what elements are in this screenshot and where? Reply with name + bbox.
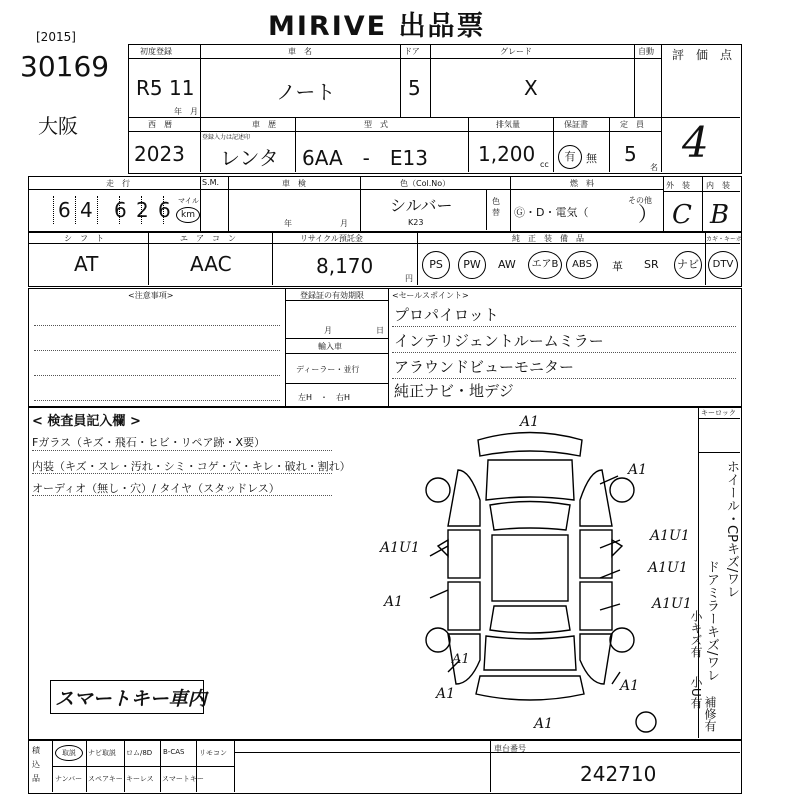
mileage-digit-5: 6: [158, 198, 171, 222]
first-reg-label: 初度登録: [140, 47, 172, 56]
side-text-scratch-label: 小キズ有: [689, 610, 703, 658]
capacity-value: 5: [624, 142, 637, 166]
car-name-label: 車 名: [288, 47, 312, 56]
damage-rear-left: A1: [452, 652, 470, 667]
location: 大阪: [38, 114, 78, 138]
yen-unit: 円: [405, 274, 413, 283]
shift-label: シ フ ト: [64, 234, 104, 243]
interior-value: B: [710, 200, 730, 230]
option-manual-circle: [55, 745, 83, 761]
displacement-label: 排気量: [496, 120, 520, 129]
option-manual: 取説: [62, 749, 76, 757]
reg-expiry-day: 日: [376, 326, 384, 335]
year-tag: [2015]: [36, 30, 76, 44]
side-text-mirror-label: ドアミラーキズ/ワレ: [704, 560, 719, 682]
lot-number: 30169: [20, 50, 110, 83]
warranty-label: 保証書: [564, 120, 588, 129]
inspection-heading: < 検査員記入欄 >: [32, 414, 141, 429]
mileage-digit-2: 4: [80, 198, 93, 222]
smeter-label: S.M.: [202, 178, 220, 187]
car-name-value: ノート: [276, 80, 336, 104]
capacity-label: 定 員: [620, 120, 644, 129]
shift-value: AT: [74, 252, 99, 276]
equip-aw: AW: [498, 258, 516, 271]
fuel-label: 燃 料: [570, 179, 594, 188]
damage-front: A1: [520, 414, 540, 430]
mileage-label: 走 行: [106, 179, 130, 188]
equip-sr: SR: [644, 258, 659, 271]
key-label: カギ・キーボ: [706, 236, 743, 243]
equip-abs-label: ABS: [572, 259, 592, 270]
ac-label: エ ア コ ン: [180, 234, 236, 243]
fuel-other-label: その他: [628, 196, 652, 205]
option-rom: ロム/8D: [126, 749, 153, 757]
warranty-no: 無: [586, 152, 597, 165]
equipment-label: 純 正 装 備 品: [512, 234, 584, 243]
sales-label: <セールスポイント>: [392, 291, 469, 300]
option-keyless: キーレス: [126, 775, 154, 783]
chassis-label: 車台番号: [494, 744, 526, 753]
recycle-value: 8,170: [316, 254, 374, 278]
mileage-digit-4: 2: [136, 198, 149, 222]
equip-dtv-label: DTV: [712, 259, 734, 270]
option-spare-key: スペアキー: [88, 775, 123, 783]
sales-point-1: プロパイロット: [394, 306, 499, 324]
history-label: 車 歴: [252, 120, 276, 129]
option-bcas: B-CAS: [163, 748, 185, 756]
first-reg-year-mark: 年: [174, 107, 182, 116]
model-label: 型 式: [364, 120, 388, 129]
cc-unit: cc: [540, 160, 549, 169]
door-label: ドア: [404, 47, 420, 56]
sales-point-2: インテリジェントルームミラー: [394, 332, 604, 350]
damage-left-rear: A1: [384, 594, 404, 610]
color-value: シルバー: [390, 196, 453, 215]
smart-key-note: スマートキー車内: [55, 688, 207, 710]
steering-text: 左H ・ 右H: [298, 393, 351, 402]
option-remote: リモコン: [199, 749, 227, 757]
rating-label: 評 価 点: [672, 48, 733, 62]
mileage-digit-1: 6: [58, 198, 71, 222]
damage-right-front: A1U1: [650, 528, 690, 544]
mile-label: マイル: [178, 197, 199, 205]
first-reg-value: R5 11: [136, 76, 195, 100]
exterior-label: 外 装: [666, 181, 690, 190]
mileage-digit-3: 6: [114, 198, 127, 222]
damage-right-lower: A1: [620, 678, 640, 694]
option-plate: ナンバー: [55, 775, 83, 783]
color-code: K23: [408, 218, 424, 227]
color-change-text: 色替: [492, 197, 500, 217]
damage-right-rear: A1U1: [652, 596, 692, 612]
inspection-line-3: オーディオ（無し・穴）/ タイヤ（スタッドレス）: [32, 482, 280, 495]
fuel-text: Ⓖ・D・電気（: [514, 206, 589, 219]
displacement-value: 1,200: [478, 142, 536, 166]
damage-right-front-top: A1: [628, 462, 648, 478]
equip-pw-label: PW: [463, 258, 481, 271]
grade-value: X: [524, 76, 538, 100]
damage-right-mid: A1U1: [648, 560, 688, 576]
recycle-label: リサイクル預託金: [300, 234, 363, 243]
damage-rear: A1: [534, 716, 554, 732]
history-sub-label: 登録入力は記述印: [202, 134, 251, 141]
exterior-value: C: [672, 200, 692, 230]
caution-label: <注意事項>: [128, 291, 174, 300]
door-value: 5: [408, 76, 421, 100]
sales-point-3: アラウンドビューモニター: [394, 358, 575, 376]
km-label: km: [181, 210, 195, 220]
rating-value: 4: [682, 118, 709, 167]
auto-label: 自動: [638, 47, 654, 56]
fuel-close-paren: ）: [638, 202, 658, 226]
reg-expiry-label: 登録証の有効期限: [300, 291, 364, 300]
grade-label: グレード: [500, 47, 532, 56]
insp-month-mark: 月: [340, 219, 348, 228]
year-label: 西 暦: [148, 120, 172, 129]
model-value: 6AA - E13: [302, 146, 428, 170]
option-navi-manual: ナビ取説: [88, 749, 116, 757]
carry-label: [32, 744, 42, 786]
sheet-title: MIRIVE 出品票: [268, 11, 486, 42]
damage-left-lower: A1: [436, 686, 456, 702]
inspection-line-2: 内装（キズ・スレ・汚れ・シミ・コゲ・穴・キレ・破れ・割れ）: [32, 460, 351, 473]
year-value: 2023: [134, 142, 185, 166]
insp-year-mark: 年: [284, 219, 292, 228]
side-text-wheel-label: ホイール・CPキズ/ワレ: [724, 460, 739, 599]
first-reg-month-mark: 月: [190, 107, 198, 116]
equip-navi-label: ナビ: [677, 258, 699, 271]
history-value: レンタ: [220, 146, 279, 170]
side-text-dent-label: 小U有: [689, 676, 703, 709]
sales-point-4: 純正ナビ・地デジ: [394, 382, 514, 400]
inspection-line-1: Fガラス（キズ・飛石・ヒビ・リペア跡・X要）: [32, 436, 266, 449]
ac-value: AAC: [190, 252, 232, 276]
equip-airbag-label: エアB: [531, 259, 559, 270]
capacity-unit: 名: [650, 163, 658, 172]
interior-label: 内 装: [706, 181, 730, 190]
warranty-yes: 有: [564, 150, 576, 163]
side-text-repair-label: 補修有: [703, 696, 717, 732]
keylock-label: キーロック: [701, 409, 736, 417]
equip-leather: 革: [612, 260, 623, 273]
reg-expiry-month: 月: [324, 326, 332, 335]
carry-label-text: 積込品: [32, 746, 40, 783]
dealer-label: ディーラー・並行: [296, 365, 360, 374]
equip-ps-label: PS: [429, 258, 443, 271]
chassis-value: 242710: [580, 762, 657, 786]
inspection-label: 車 検: [282, 179, 306, 188]
import-label: 輸入車: [318, 342, 342, 351]
color-label: 色（Col.No）: [400, 179, 451, 188]
damage-left-front: A1U1: [380, 540, 420, 556]
option-smart-key: スマートキー: [162, 775, 204, 783]
